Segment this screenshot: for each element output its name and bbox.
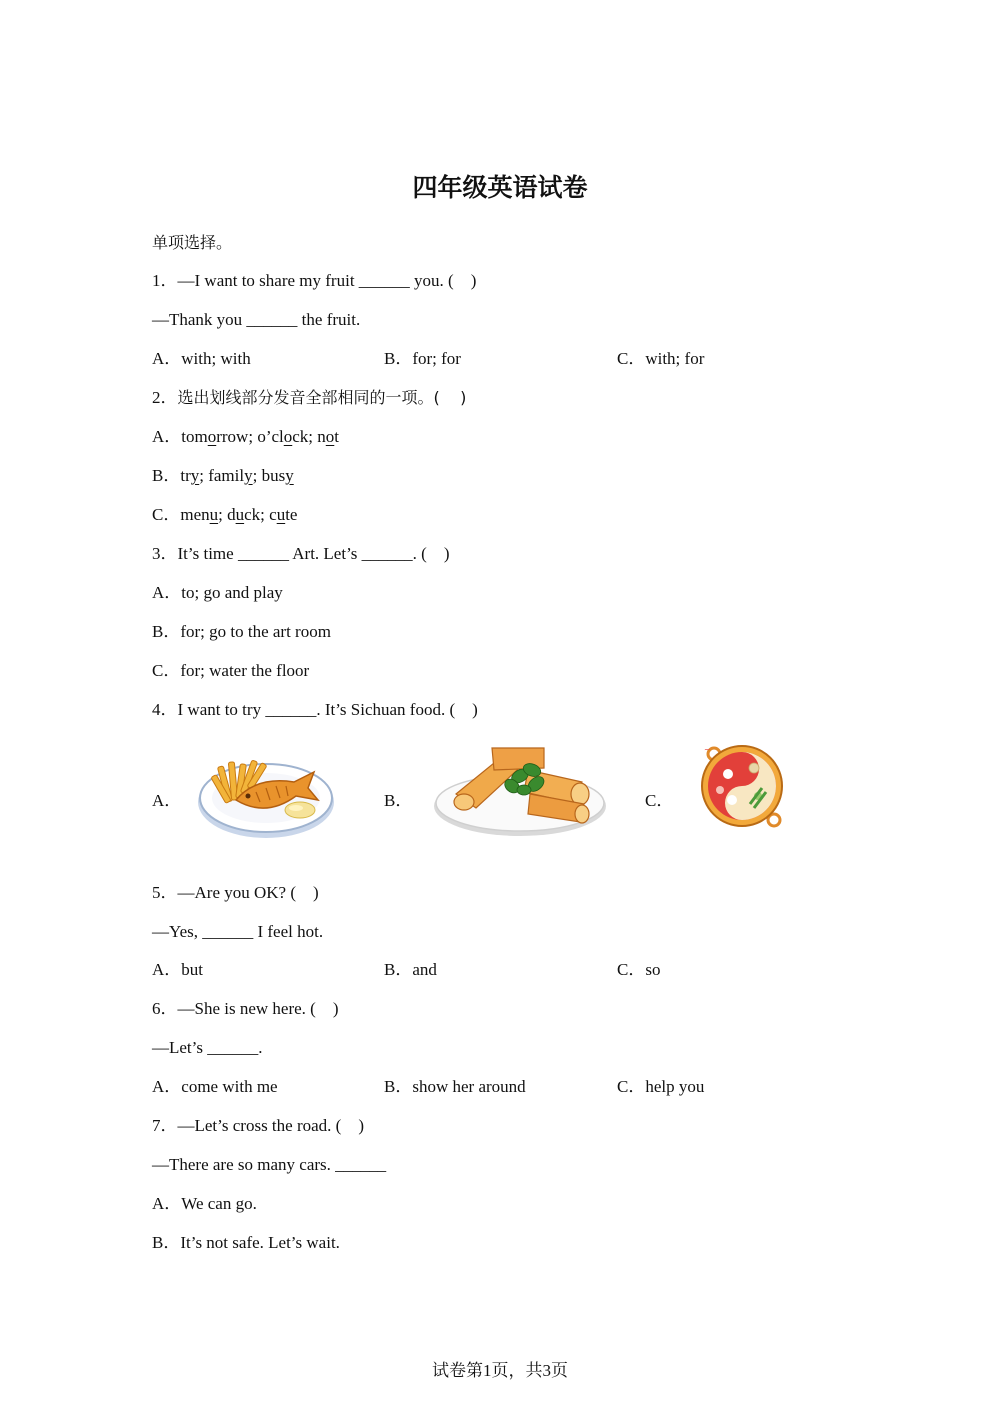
question-7-line1 [152,1115,364,1137]
q2-option-b: B．try; family; busy [152,466,294,485]
question-6-line1 [152,998,339,1020]
question-3-stem [152,543,449,565]
question-1-line2: —Thank you ______ the fruit. [152,310,361,329]
q6-option-a: A．come with me [152,1077,278,1096]
spring-rolls-image [432,742,608,838]
question-text: It’s time ______ Art. Let’s ______. ( ) [177,544,450,563]
question-4-stem [152,699,478,721]
section-heading: 单项选择。 [152,233,233,252]
q6-option-b: B．show her around [384,1077,526,1096]
question-number: 4． [152,700,178,719]
question-number: 6． [152,999,178,1018]
q5-option-c: C．so [617,960,661,979]
question-text: —Are you OK? ( ) [177,883,319,902]
q2-option-a: A．tomorrow; o’clock; not [152,427,340,446]
question-2-stem [152,387,466,409]
question-text: —I want to share my fruit ______ you. ( ) [177,271,477,290]
page-footer: 试卷第1页，共3页 [432,1361,568,1380]
question-number: 3． [152,544,178,563]
question-5-line2: —Yes, ______ I feel hot. [152,922,324,941]
q5-option-b: B．and [384,960,437,979]
q4-option-c-label: C． [645,791,674,810]
question-text: —Let’s cross the road. ( ) [177,1116,364,1135]
question-number: 2． [152,388,178,407]
q3-option-b: B．for; go to the art room [152,622,331,641]
hotpot-image [696,740,792,830]
q3-option-a: A．to; go and play [152,583,283,602]
question-6-line2: —Let’s ______. [152,1038,263,1057]
q5-option-a: A．but [152,960,203,979]
q1-option-c: C．with; for [617,349,705,368]
q1-option-b: B．for; for [384,349,461,368]
q4-option-b-label: B． [384,791,413,810]
q7-option-b: B．It’s not safe. Let’s wait. [152,1233,340,1252]
q1-option-a: A．with; with [152,349,251,368]
fish-and-chips-image [196,752,336,840]
q4-option-a-label: A． [152,791,182,810]
question-number: 5． [152,883,178,902]
question-5-line1 [152,882,319,904]
page-title: 四年级英语试卷 [412,173,588,202]
question-1-line1 [152,270,476,292]
q3-option-c: C．for; water the floor [152,661,310,680]
svg-text:~: ~ [704,745,711,754]
question-text: 选出划线部分发音全部相同的一项。( ) [177,388,467,407]
q6-option-c: C．help you [617,1077,705,1096]
question-text: —She is new here. ( ) [177,999,339,1018]
question-number: 1． [152,271,178,290]
question-number: 7． [152,1116,178,1135]
question-text: I want to try ______. It’s Sichuan food. ( ) [177,700,478,719]
q7-option-a: A．We can go. [152,1194,257,1213]
question-7-line2: —There are so many cars. ______ [152,1155,387,1174]
q2-option-c: C．menu; duck; cute [152,505,298,524]
